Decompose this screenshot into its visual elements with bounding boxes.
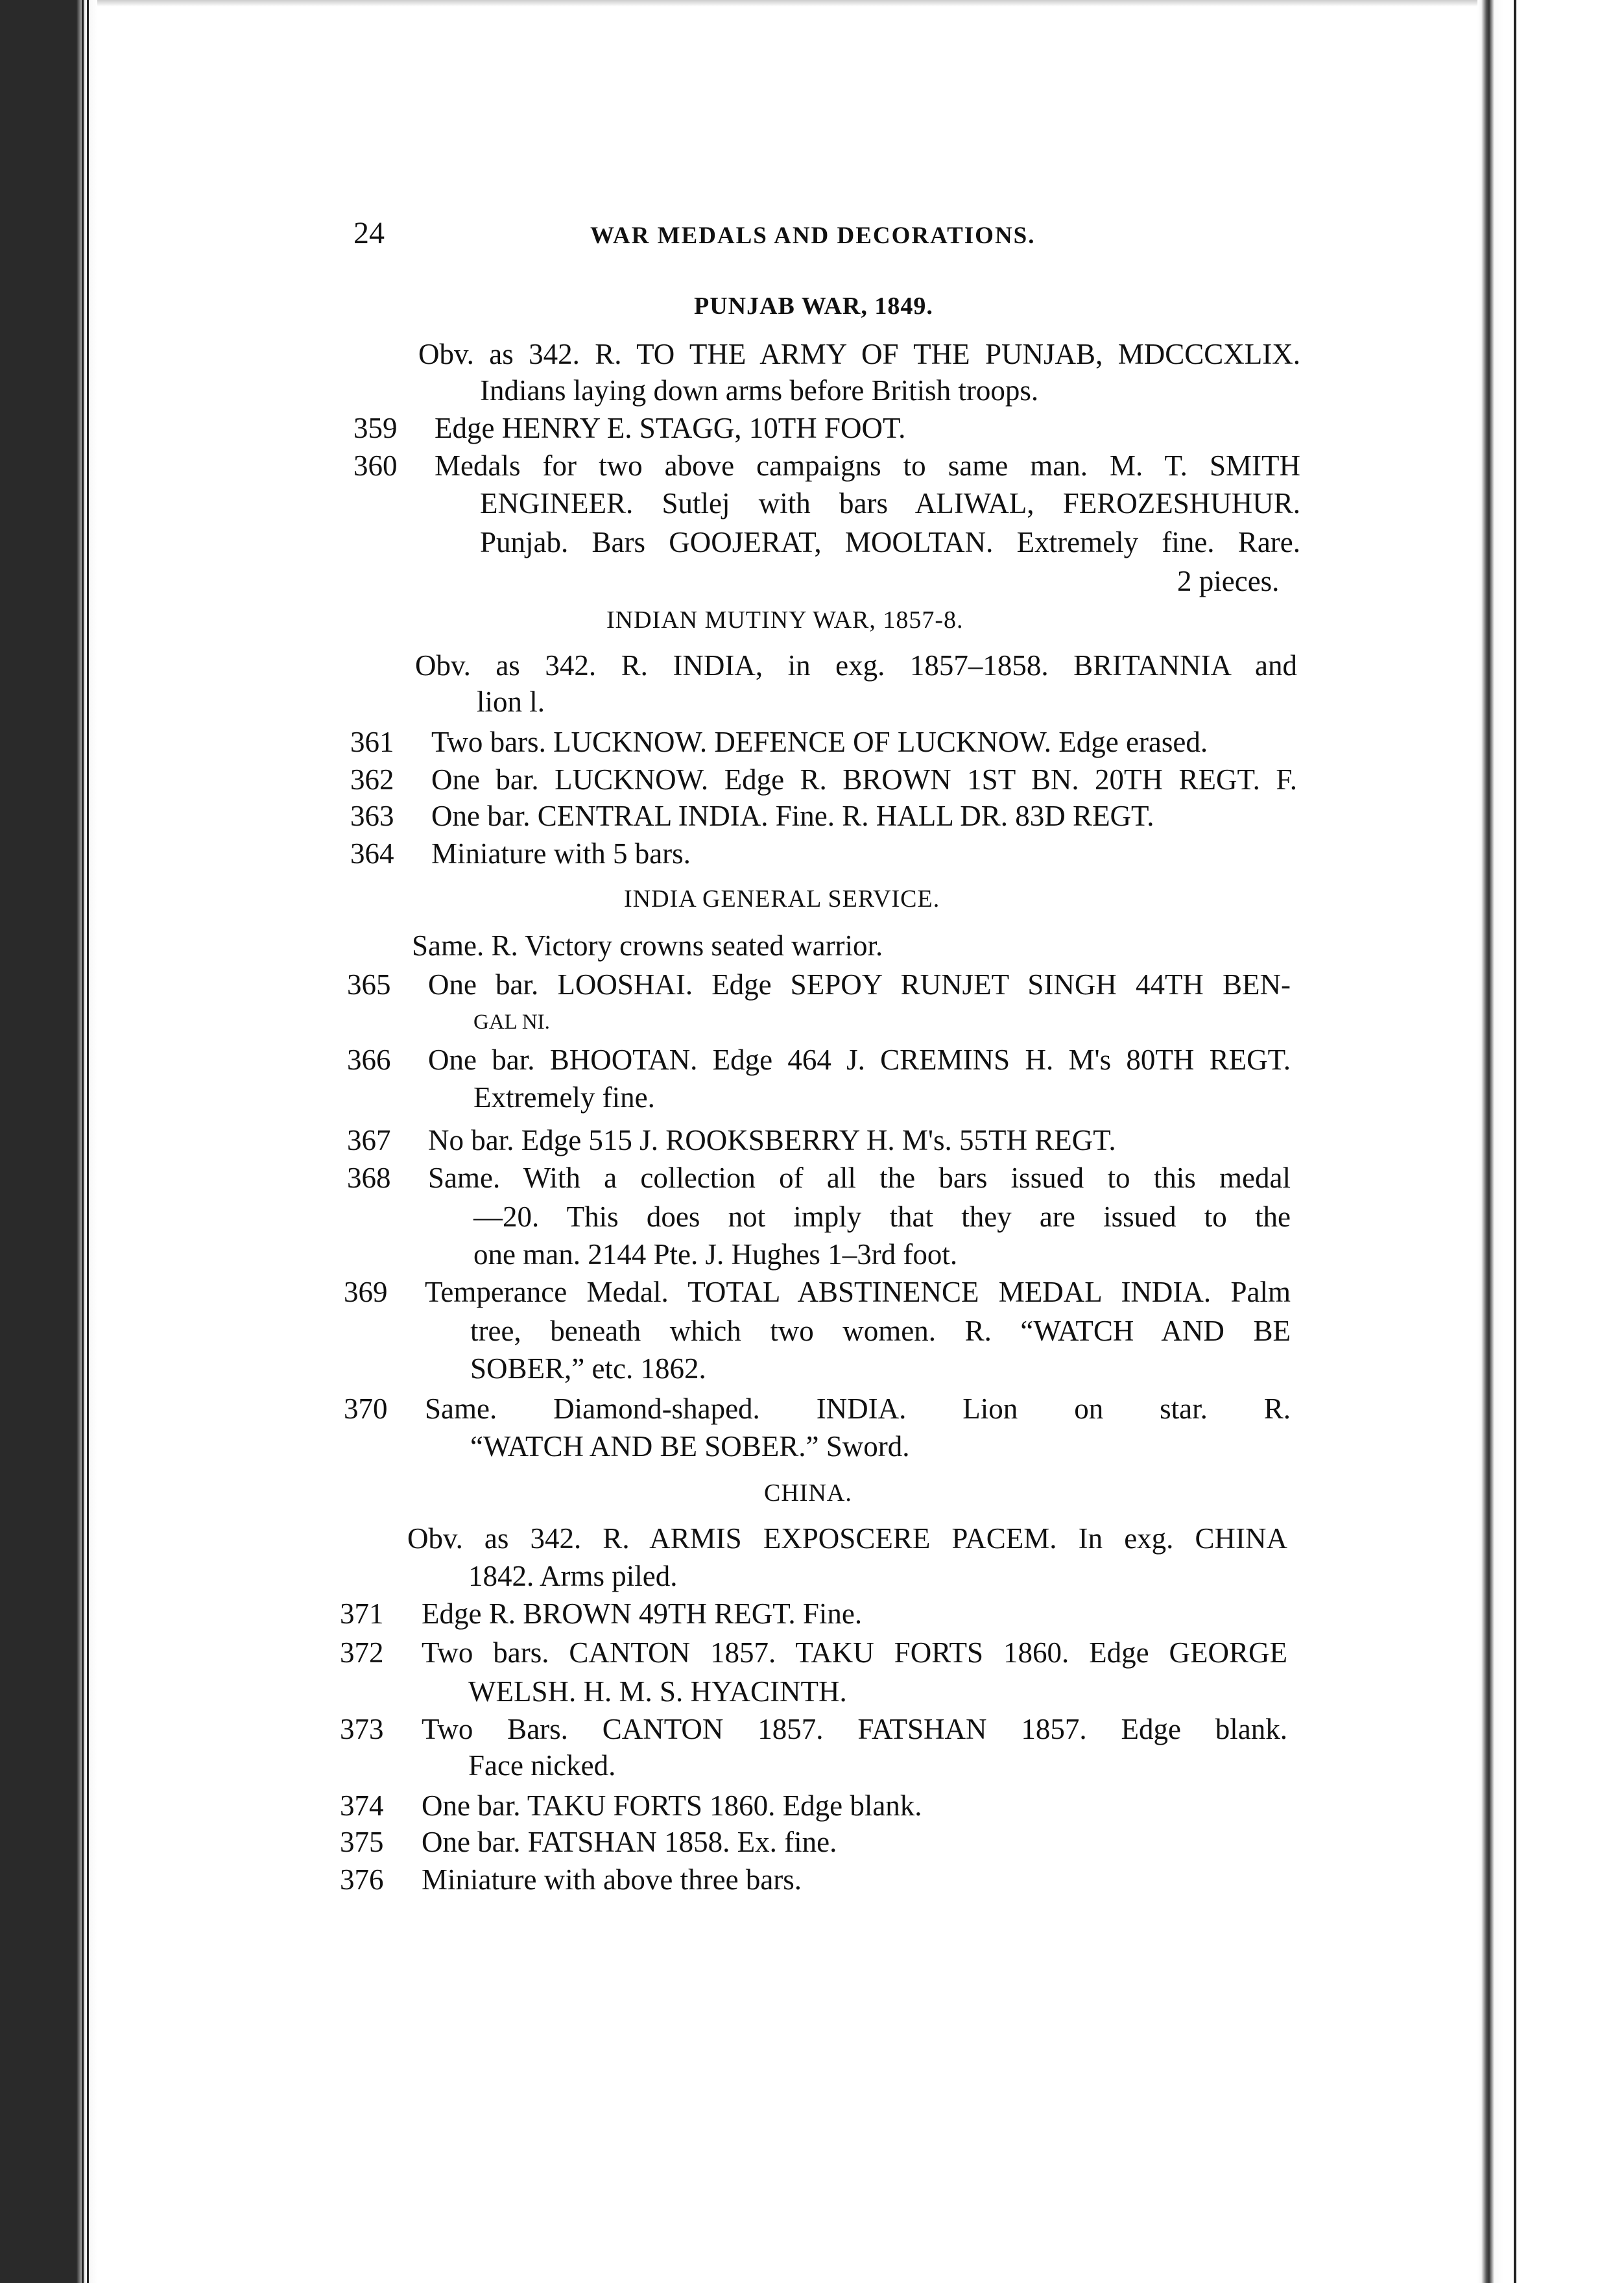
entry-line: Extremely fine. xyxy=(473,1081,655,1114)
entry-line: Same. With a collection of all the bars issued to this medal xyxy=(428,1162,1291,1194)
page-top-edge xyxy=(97,0,1477,6)
intro-line: Obv. as 342. R. INDIA, in exg. 1857–1858. BRITANNIA and xyxy=(415,649,1297,682)
entry-number: 371 xyxy=(340,1597,384,1630)
entry-line: Punjab. Bars GOOJERAT, MOOLTAN. Extremely fine. Rare. xyxy=(480,526,1300,558)
entry-line: One bar. FATSHAN 1858. Ex. fine. xyxy=(422,1826,837,1858)
entry-line: 2 pieces. xyxy=(1177,565,1280,597)
entry-line: Edge R. BROWN 49TH REGT. Fine. xyxy=(422,1597,863,1630)
entry-line: Two bars. CANTON 1857. TAKU FORTS 1860. Edge GEORGE xyxy=(422,1636,1287,1669)
entry-line: One bar. LOOSHAI. Edge SEPOY RUNJET SINGH 44TH BEN- xyxy=(428,968,1291,1001)
entry-line: One bar. CENTRAL INDIA. Fine. R. HALL DR. 83D REGT. xyxy=(431,800,1154,832)
entry-number: 372 xyxy=(340,1636,384,1669)
page-fold-line xyxy=(1514,0,1516,2283)
entry-number: 363 xyxy=(350,800,394,832)
entry-line: tree, beneath which two women. R. “WATCH AND BE xyxy=(470,1315,1291,1347)
intro-line: Same. R. Victory crowns seated warrior. xyxy=(412,929,883,962)
entry-number: 369 xyxy=(344,1276,388,1308)
entry-line: GAL NI. xyxy=(473,1010,550,1034)
entry-line: Two bars. LUCKNOW. DEFENCE OF LUCKNOW. Edge erased. xyxy=(431,726,1208,758)
intro-line: Obv. as 342. R. ARMIS EXPOSCERE PACEM. In exg. CHINA xyxy=(407,1522,1287,1555)
entry-number: 365 xyxy=(347,968,391,1001)
entry-number: 364 xyxy=(350,837,394,870)
entry-line: WELSH. H. M. S. HYACINTH. xyxy=(468,1675,847,1708)
intro-line: lion l. xyxy=(477,686,545,718)
page-number: 24 xyxy=(353,216,385,250)
gutter-line xyxy=(87,0,89,2283)
entry-line: “WATCH AND BE SOBER.” Sword. xyxy=(470,1430,910,1463)
intro-line: 1842. Arms piled. xyxy=(468,1560,678,1592)
entry-line: one man. 2144 Pte. J. Hughes 1–3rd foot. xyxy=(473,1238,958,1271)
entry-number: 370 xyxy=(344,1393,388,1425)
entry-number: 375 xyxy=(340,1826,384,1858)
entry-number: 361 xyxy=(350,726,394,758)
section-title-china: CHINA. xyxy=(764,1479,852,1507)
gutter-line xyxy=(82,0,84,2283)
entry-line: ENGINEER. Sutlej with bars ALIWAL, FEROZESHUHUR. xyxy=(480,487,1300,520)
section-title-mutiny: INDIAN MUTINY WAR, 1857-8. xyxy=(606,606,964,634)
book-edge-right xyxy=(1477,0,1624,2283)
entry-number: 362 xyxy=(350,763,394,796)
book-gutter-left xyxy=(0,0,97,2283)
entry-line: Medals for two above campaigns to same man. M. T. SMITH xyxy=(435,449,1300,482)
entry-line: One bar. BHOOTAN. Edge 464 J. CREMINS H. M's 80TH REGT. xyxy=(428,1044,1291,1076)
entry-line: One bar. LUCKNOW. Edge R. BROWN 1ST BN. 20TH REGT. F. xyxy=(431,763,1297,796)
running-title: WAR MEDALS AND DECORATIONS. xyxy=(590,222,1036,249)
entry-line: Edge HENRY E. STAGG, 10TH FOOT. xyxy=(435,412,906,444)
intro-line: Obv. as 342. R. TO THE ARMY OF THE PUNJAB, MDCCCXLIX. xyxy=(418,338,1300,370)
entry-number: 360 xyxy=(353,449,398,482)
entry-number: 368 xyxy=(347,1162,391,1194)
entry-number: 367 xyxy=(347,1124,391,1156)
entry-number: 366 xyxy=(347,1044,391,1076)
entry-line: Miniature with 5 bars. xyxy=(431,837,691,870)
entry-line: One bar. TAKU FORTS 1860. Edge blank. xyxy=(422,1789,922,1822)
entry-number: 373 xyxy=(340,1713,384,1745)
intro-line: Indians laying down arms before British troops. xyxy=(480,374,1039,407)
entry-line: Temperance Medal. TOTAL ABSTINENCE MEDAL INDIA. Palm xyxy=(425,1276,1291,1308)
entry-line: No bar. Edge 515 J. ROOKSBERRY H. M's. 55TH REGT. xyxy=(428,1124,1116,1156)
section-title-india-general-service: INDIA GENERAL SERVICE. xyxy=(624,885,940,913)
running-head xyxy=(353,215,1300,254)
entry-line: —20. This does not imply that they are issued to the xyxy=(473,1201,1291,1233)
entry-number: 376 xyxy=(340,1863,384,1896)
entry-line: SOBER,” etc. 1862. xyxy=(470,1352,706,1385)
entry-number: 359 xyxy=(353,412,398,444)
entry-line: Miniature with above three bars. xyxy=(422,1863,802,1896)
section-title-punjab: PUNJAB WAR, 1849. xyxy=(694,293,933,320)
entry-number: 374 xyxy=(340,1789,384,1822)
entry-line: Two Bars. CANTON 1857. FATSHAN 1857. Edge blank. xyxy=(422,1713,1287,1745)
entry-line: Face nicked. xyxy=(468,1749,616,1782)
entry-line: Same. Diamond-shaped. INDIA. Lion on star. R. xyxy=(425,1393,1291,1425)
